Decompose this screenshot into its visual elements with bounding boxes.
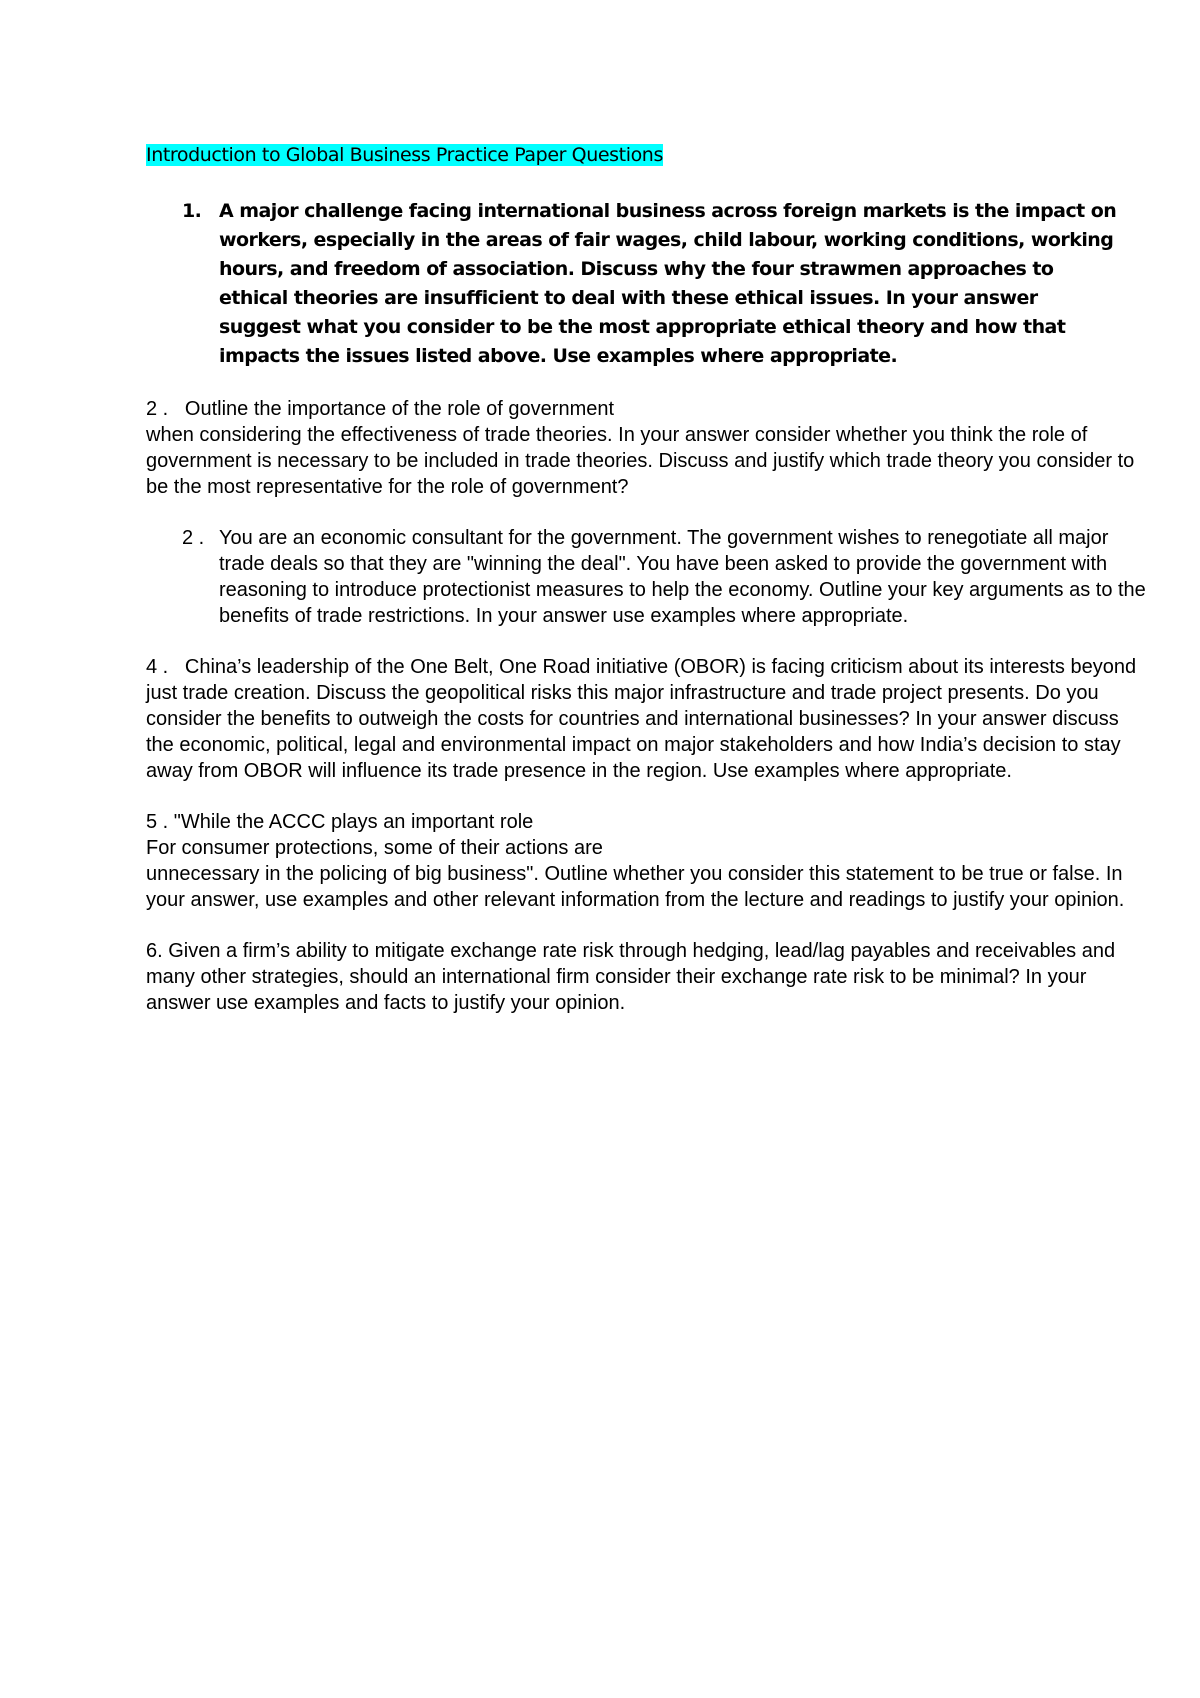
question-3-text: You are an economic consultant for the government. The government wishes to renegotiate all major trade deals so that they are "winning the deal". You have been asked to provide the government with reasoning to introduce protectionist measures to help the economy. Outline your key arguments as to the benefits of trade restrictions. In your answer use examples where appropriate. — [219, 527, 1146, 627]
question-2-line-2: when considering the effectiveness of trade theories. In your answer consider whether you think the role of government is necessary to be included in trade theories. Discuss and justify which trade theory you consider to be the most representative for the role of government? — [146, 424, 1135, 498]
question-5 — [146, 809, 1146, 913]
question-2-line-1: 2 . Outline the importance of the role of government — [146, 398, 615, 420]
question-3-number: 2 . — [182, 527, 205, 549]
document-title-text: Introduction to Global Business Practice Paper Questions — [146, 144, 663, 166]
question-3 — [146, 525, 1146, 629]
question-5-line-1: 5 . "While the ACCC plays an important role — [146, 811, 534, 833]
question-6-text: 6. Given a firm’s ability to mitigate exchange rate risk through hedging, lead/lag payables and receivables and many other strategies, should an international firm consider their exchange rate risk to be minimal? In your answer use examples and facts to justify your opinion. — [146, 940, 1116, 1014]
question-1 — [146, 197, 1121, 371]
question-4-text: 4 . China’s leadership of the One Belt, One Road initiative (OBOR) is facing criticism about its interests beyond just trade creation. Discuss the geopolitical risks this major infrastructure and trade project presents. Do you consider the benefits to outweigh the costs for countries and international businesses? In your answer discuss the economic, political, legal and environmental impact on major stakeholders and how India’s decision to stay away from OBOR will influence its trade presence in the region. Use examples where appropriate. — [146, 656, 1142, 782]
question-5-line-2: For consumer protections, some of their actions are — [146, 837, 603, 859]
question-5-line-3: unnecessary in the policing of big business". Outline whether you consider this statement to be true or false. In your answer, use examples and other relevant information from the lecture and readings to justify your opinion. — [146, 863, 1125, 911]
question-2 — [146, 396, 1146, 500]
question-4 — [146, 654, 1146, 784]
question-6 — [146, 938, 1146, 1016]
question-1-text: A major challenge facing international business across foreign markets is the impact on workers, especially in the areas of fair wages, child labour, working conditions, working hours, and freedom of association. Discuss why the four strawmen approaches to ethical theories are insufficient to deal with these ethical issues. In your answer suggest what you consider to be the most appropriate ethical theory and how that impacts the issues listed above. Use examples where appropriate. — [219, 200, 1117, 367]
document-title — [146, 142, 1140, 168]
question-1-number: 1. — [182, 200, 202, 222]
